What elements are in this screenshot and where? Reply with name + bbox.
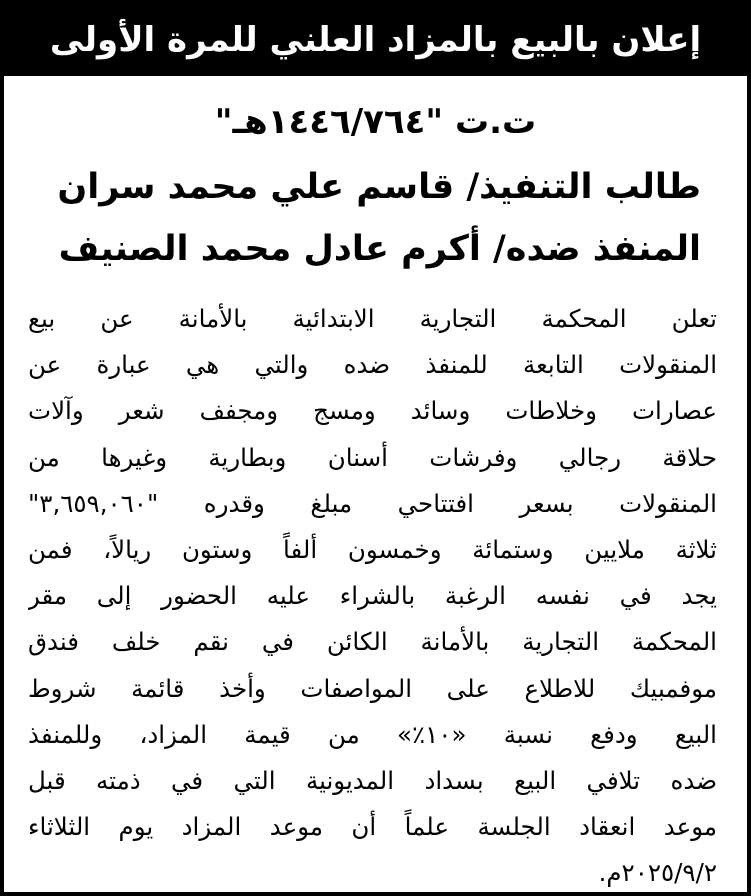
body-line: ضده تلافي البيع بسداد المديونية التي في ذمته قبل bbox=[28, 765, 717, 795]
case-number-text: ت.ت "١٤٤٦/٧٦٤هـ" bbox=[214, 102, 537, 142]
body-line: يجد في نفسه الرغبة بالشراء عليه الحضور إلى مقر bbox=[28, 581, 717, 611]
body-line: تعلن المحكمة التجارية الابتدائية بالأمانة عن بيع bbox=[28, 304, 717, 333]
body-line: عصارات وخلاطات وسائد ومسج ومجفف شعر وآلات bbox=[28, 396, 717, 426]
body-line: المحكمة التجارية بالأمانة الكائن في نقم خلف فندق bbox=[28, 627, 717, 657]
body-line: ٢٠٢٥/٩/٢م. bbox=[598, 858, 717, 888]
body-line: البيع ودفع نسبة «١٠٪» من قيمة المزاد، وللمنفذ bbox=[28, 719, 717, 749]
body-line: المنقولات التابعة للمنفذ ضده والتي هي عبارة عن bbox=[28, 350, 717, 380]
body-line: ثلاثة ملايين وستمائة وخمسون ألفاً وستون ريالاً، فمن bbox=[28, 534, 717, 564]
body-line: حلاقة رجالي وفرشات أسنان وبطارية وغيرها من bbox=[28, 442, 717, 472]
body-line: موعد انعقاد الجلسة علماً أن موعد المزاد يوم الثلاثاء bbox=[28, 812, 717, 842]
execution-respondent: المنفذ ضده/ أكرم عادل محمد الصنيف bbox=[58, 229, 701, 269]
notice-body bbox=[28, 296, 717, 896]
body-line: المنقولات بسعر افتتاحي مبلغ وقدره "٣,٦٥٩,٠٦٠" bbox=[28, 488, 717, 518]
body-line: موفمبيك للاطلاع على المواصفات وأخذ قائمة شروط bbox=[28, 673, 717, 703]
execution-requester: طالب التنفيذ/ قاسم علي محمد سران bbox=[57, 167, 701, 207]
notice-title: إعلان بالبيع بالمزاد العلني للمرة الأولى bbox=[49, 20, 702, 60]
notice-title-bar bbox=[4, 4, 747, 76]
case-number bbox=[4, 102, 747, 142]
